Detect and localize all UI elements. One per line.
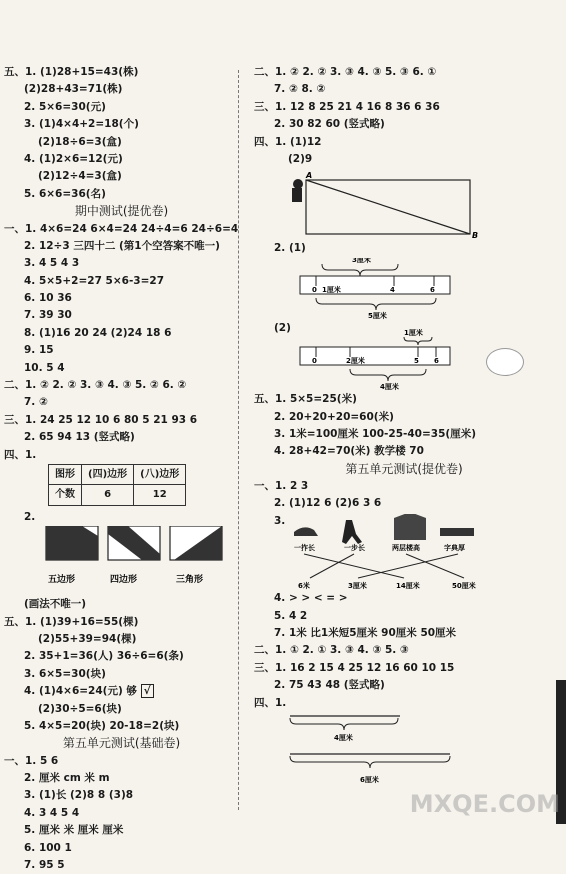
dictionary-icon: [440, 528, 474, 536]
ruler-mark: 6: [430, 285, 435, 294]
answer-line: 10. 5 4: [24, 361, 65, 374]
hand-span-icon: [294, 528, 318, 537]
shape-label: 五边形: [48, 575, 76, 586]
length-label: 50厘米: [452, 582, 476, 591]
answer-line: 四、1.: [254, 696, 287, 709]
answer-line: 五、1. 5×5=25(米): [254, 393, 357, 406]
stride-icon: [342, 520, 362, 544]
answer-line: (2)55+39=94(棵): [38, 632, 137, 645]
table-cell: (四)边形: [82, 464, 134, 484]
bottom-brace: [350, 369, 426, 381]
answer-line: 一、1. 4×6=24 6×4=24 24÷4=6 24÷6=4: [4, 222, 239, 235]
answer-line: 5. 4 2: [274, 609, 308, 622]
top-brace: [404, 337, 432, 345]
point-label: B: [472, 231, 479, 241]
ruler-1: [254, 258, 554, 320]
answer-line: 3. (1)长 (2)8 8 (3)8: [24, 789, 134, 802]
measure-label: 3厘米: [352, 257, 371, 264]
answer-line: 7. ② 8. ②: [274, 83, 326, 96]
matching-diagram: [254, 514, 554, 590]
answer-line: 2. 75 43 48 (竖式略): [274, 679, 385, 692]
shape-label: 四边形: [110, 575, 138, 586]
answer-line: 2. 20+20+20=60(米): [274, 410, 394, 423]
answer-line: 6. 100 1: [24, 841, 72, 854]
shape-drawings: [44, 526, 239, 596]
answer-line: 2. 12÷3 三四十二 (第1个空答案不唯一): [24, 239, 220, 252]
answer-line: 3. (1)4×4+2=18(个): [24, 118, 139, 131]
answer-line: 二、1. ② 2. ② 3. ③ 4. ③ 5. ③ 6. ①: [254, 66, 437, 78]
answer-line: (画法不唯一): [24, 598, 87, 611]
shape-drawings-svg: [44, 526, 224, 596]
measure-label: 5厘米: [368, 311, 387, 320]
point-label: A: [306, 171, 313, 181]
answer-line: 2. 65 94 13 (竖式略): [24, 431, 135, 444]
answer-line: 3. 6×5=30(块): [24, 667, 106, 680]
answer-line: 二、1. ② 2. ② 3. ③ 4. ③ 5. ② 6. ②: [4, 379, 187, 392]
check-box: √: [141, 684, 154, 698]
ruler-mark: 4: [390, 285, 395, 294]
measure-label: 4厘米: [380, 383, 399, 392]
brace: [290, 756, 450, 768]
answer-line: 五、1. (1)28+15=43(株): [4, 66, 139, 78]
bottom-brace: [316, 298, 436, 310]
building-icon: [394, 514, 426, 540]
table-cell: 6: [82, 485, 134, 505]
measure-label: 6厘米: [360, 775, 379, 784]
answer-line: (2)28+43=71(株): [24, 83, 123, 96]
match-line: [406, 554, 464, 578]
answer-line: 四、1. (1)12: [254, 135, 322, 148]
answer-line: 一、1. 5 6: [4, 754, 59, 767]
answer-text: 4. (1)4×6=24(元) 够: [24, 685, 137, 698]
answer-line: (2): [274, 321, 291, 334]
section-heading: 第五单元测试(提优卷): [345, 461, 463, 476]
watermark: MXQE.COM: [409, 790, 560, 818]
answer-line: 2. 5×6=30(元): [24, 100, 106, 113]
answer-line: 二、1. ① 2. ① 3. ③ 4. ③ 5. ③: [254, 644, 409, 657]
answer-line: 四、1.: [4, 448, 37, 461]
answer-line: 三、1. 12 8 25 21 4 16 8 36 6 36: [254, 100, 440, 113]
pic-label: 一拃长: [294, 544, 315, 553]
answer-line: 三、1. 24 25 12 10 6 80 5 21 93 6: [4, 413, 198, 426]
answer-line: 4. 3 4 5 4: [24, 806, 80, 819]
match-line: [310, 554, 354, 578]
ruler-mark: 0: [312, 285, 317, 294]
match-line: [358, 554, 458, 578]
segment-drawing-svg: [254, 712, 484, 792]
segment-drawing: [254, 712, 554, 784]
answer-line: 2. 35+1=36(人) 36÷6=6(条): [24, 650, 184, 663]
triangle-drawing: [170, 526, 222, 560]
pic-label: 一步长: [344, 544, 365, 553]
measure-label: 4厘米: [334, 733, 353, 742]
ruler-mark: 1厘米: [322, 285, 341, 294]
answer-line: 4. > > < = >: [274, 592, 348, 605]
quadrilateral-drawing: [108, 526, 160, 560]
answer-line: 7. ②: [24, 396, 48, 409]
answer-line: 7. 1米 比1米短5厘米 90厘米 50厘米: [274, 627, 457, 640]
diagonal-line: [306, 180, 470, 234]
answer-line: 4. (1)2×6=12(元): [24, 152, 123, 165]
answer-line: 7. 39 30: [24, 309, 72, 322]
length-label: 6米: [298, 582, 310, 591]
answer-line: (2)12÷4=3(盒): [38, 170, 122, 183]
section-heading: 第五单元测试(基础卷): [62, 736, 181, 751]
answer-line: 三、1. 16 2 15 4 25 12 16 60 10 15: [254, 661, 455, 674]
brace: [290, 718, 398, 730]
right-column: [254, 64, 554, 784]
table-cell: (八)边形: [134, 464, 186, 484]
answer-line: 6. 10 36: [24, 292, 72, 305]
answer-line: 2. 厘米 cm 米 m: [24, 772, 110, 785]
table-cell: 图形: [49, 464, 82, 484]
ruler-mark: 2厘米: [346, 357, 365, 366]
ruler-2-svg: [254, 329, 484, 391]
left-column: [4, 64, 239, 874]
shape-label: 三角形: [176, 575, 204, 586]
answer-line: (2)9: [288, 152, 313, 165]
pentagon-drawing: [46, 526, 98, 560]
answer-line: 3. 4 5 4 3: [24, 257, 80, 270]
rectangle-diagram: [254, 168, 554, 240]
answer-line: 2. 30 82 60 (竖式略): [274, 118, 385, 131]
polygon-table: [48, 464, 186, 506]
sticker-graphic: [486, 348, 524, 376]
answer-line: (2)30÷5=6(块): [38, 702, 122, 715]
pic-label: 两层楼高: [392, 544, 420, 553]
ruler-mark: 5: [414, 357, 419, 366]
answer-line: 2. (1): [274, 242, 306, 255]
matching-diagram-svg: [254, 514, 484, 590]
table-cell: 个数: [49, 485, 82, 505]
answer-line: (2)18÷6=3(盒): [38, 135, 122, 148]
answer-line: 2.: [24, 510, 36, 523]
answer-line: 7. 95 5: [24, 859, 65, 872]
section-heading: 期中测试(提优卷): [74, 204, 169, 219]
answer-line: 8. (1)16 20 24 (2)24 18 6: [24, 326, 172, 339]
ruler-mark: 6: [434, 357, 439, 366]
length-label: 3厘米: [348, 582, 367, 591]
answer-line: 五、1. (1)39+16=55(棵): [4, 615, 139, 628]
ruler-body: [300, 347, 450, 365]
answer-line: 5. 厘米 米 厘米 厘米: [24, 824, 124, 837]
kid-figure-icon: [293, 179, 303, 189]
ruler-mark: 0: [312, 357, 317, 366]
ruler-1-svg: [254, 258, 484, 320]
match-line: [304, 554, 404, 578]
answer-line: 5. 6×6=36(名): [24, 187, 106, 200]
answer-line: 5. 4×5=20(块) 20-18=2(块): [24, 719, 180, 732]
kid-body-icon: [292, 188, 302, 202]
answer-line: 3. 1米=100厘米 100-25-40=35(厘米): [274, 427, 476, 440]
answer-line: 2. (1)12 6 (2)6 3 6: [274, 497, 382, 510]
top-brace: [322, 264, 398, 276]
answer-line: 4. 28+42=70(米) 教学楼 70: [274, 445, 424, 458]
table-cell: 12: [134, 485, 186, 505]
answer-line: 一、1. 2 3: [254, 480, 309, 493]
pic-label: 字典厚: [444, 544, 465, 553]
rectangle-diagram-svg: [254, 168, 484, 240]
answer-line: 3.: [274, 514, 286, 527]
answer-line: [4, 683, 239, 700]
measure-label: 1厘米: [404, 329, 423, 338]
answer-line: 9. 15: [24, 344, 54, 357]
length-label: 14厘米: [396, 582, 420, 591]
answer-line: 4. 5×5+2=27 5×6-3=27: [24, 274, 165, 287]
